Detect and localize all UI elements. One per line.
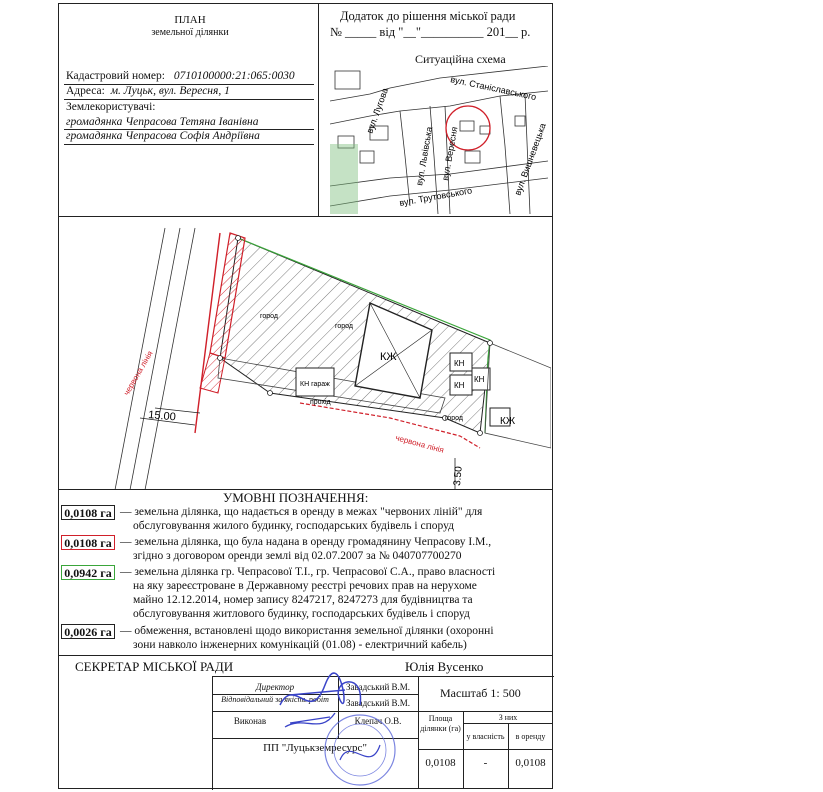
plan-title: ПЛАН (174, 14, 206, 26)
ownership-header: у власність (466, 732, 505, 741)
label-kn-1: КН (454, 359, 465, 368)
street-label-trutovskoho: вул. Трутовського (398, 185, 473, 208)
legend-area-4: 0,0026 га (61, 624, 115, 639)
responsible-label: Відповідальний за якість робіт (221, 695, 329, 704)
address-row (66, 85, 230, 97)
of-them-header: З них (498, 713, 518, 722)
legend-area-1: 0,0108 га (61, 505, 115, 520)
secretary-title: СЕКРЕТАР МІСЬКОЇ РАДИ (75, 659, 234, 674)
legend-text-3d: обслуговування житлового будинку, господарських будівель і споруд (133, 608, 470, 620)
lease-header: в оренду (515, 732, 546, 741)
cadastral-label: Кадастровий номер: (66, 70, 165, 82)
site-plan-map (60, 218, 551, 490)
legend-title: УМОВНІ ПОЗНАЧЕННЯ: (223, 490, 369, 505)
header-divider-vertical (318, 3, 319, 217)
plan-subtitle: земельної ділянки (151, 27, 229, 38)
header-divider-horizontal (58, 216, 553, 217)
legend-text-2a: — земельна ділянка, що була надана в оренду громадянину Чепрасову І.М., (120, 536, 492, 548)
parcel-main (220, 238, 490, 433)
label-garage: КН гараж (300, 381, 330, 388)
executor-name: Клепач О.В. (354, 716, 402, 726)
cadastral-value: 0710100000:21:065:0030 (173, 70, 295, 82)
scale-label: Масштаб 1: 500 (440, 686, 521, 700)
label-gorod-3: город (445, 415, 464, 422)
label-gorod-1: город (260, 313, 279, 320)
area-total-value: 0,0108 (425, 757, 456, 769)
legend-divider (58, 655, 553, 656)
legend-area-2: 0,0108 га (61, 535, 115, 550)
legend-text-2b: згідно з договором оренди землі від 02.07.2007 за № 040707700270 (133, 550, 462, 562)
cadastral-row (66, 70, 295, 82)
label-prohid: прохід (310, 399, 331, 406)
label-kn-3: КН (474, 375, 485, 384)
director-label: Директор (255, 682, 295, 692)
user-2: громадянка Чепрасова Софія Андріївна (66, 130, 260, 142)
addendum-line2: № _____ від "__"__________ 201__ р. (330, 25, 531, 39)
label-dim-350: 3.50 (452, 465, 465, 487)
legend-area-3: 0,0942 га (61, 565, 115, 580)
organization-name: ПП "Луцькземресурс" (263, 742, 367, 754)
address-underline (64, 99, 314, 100)
area-row-1 (463, 723, 553, 724)
legend-text-4b: зони навколо інженерних комунікацій (01.08) - електричний кабель) (133, 639, 467, 651)
director-name: Завадський В.М. (345, 682, 411, 692)
addendum-line1: Додаток до рішення міської ради (340, 9, 516, 23)
legend-text-1b: обслуговування жилого будинку, господарських будівель і споруд (133, 520, 454, 532)
street-label-veresnia: вул. Вересня (440, 125, 460, 182)
address-value: м. Луцьк, вул. Вересня, 1 (110, 85, 230, 97)
responsible-name: Завадський В.М. (345, 698, 411, 708)
area-lease-value: 0,0108 (515, 757, 546, 769)
legend-text-3a: — земельна ділянка гр. Чепрасової Т.І., гр. Чепрасової С.А., право власності (120, 566, 496, 578)
street-label-lvivska: вул. Львівська (414, 125, 435, 187)
legend-text-3c: майно 12.12.2014, номер запису 8247217, 8247273 для будівництва та (133, 594, 473, 606)
user-1: громадянка Чепрасова Тетяна Іванівна (66, 116, 259, 128)
label-kj-right: КЖ (500, 416, 516, 427)
user2-underline (64, 144, 314, 145)
street-label-vyshnevetska: вул. Вишневецька (512, 121, 548, 197)
legend-text-3b: на яку зареєстроване в Державному реєстрі речових прав на нерухоме (133, 580, 477, 592)
legend-text-4a: — обмеження, встановлені щодо використання земельної ділянки (охоронні (120, 625, 494, 637)
executor-label: Виконав (233, 716, 267, 726)
users-label: Землекористувачі: (66, 101, 156, 113)
label-red-line-left: червона лінія (121, 349, 155, 397)
legend-text-1a: — земельна ділянка, що надається в оренду в межах "червоних ліній" для (120, 506, 483, 518)
label-kn-2: КН (454, 381, 465, 390)
label-red-line-bottom: червона лінія (394, 433, 445, 455)
signature-stamp (270, 665, 420, 790)
street-label-stanislavskoho: вул. Станіславського (449, 74, 538, 103)
area-owner-value: - (483, 757, 488, 769)
area-header: Площа ділянки (га) (420, 714, 461, 733)
secretary-name: Юлія Вусенко (405, 659, 484, 674)
address-label: Адреса: (66, 85, 105, 97)
area-row-2 (418, 749, 553, 750)
label-dim-1500: 15.00 (147, 409, 177, 424)
street-label-luhova: вул. Лугова (364, 86, 391, 135)
label-gorod-2: город (335, 323, 354, 330)
scheme-title: Ситуаційна схема (415, 52, 506, 66)
label-kj-main: КЖ (380, 351, 397, 363)
situational-scheme (330, 66, 548, 214)
